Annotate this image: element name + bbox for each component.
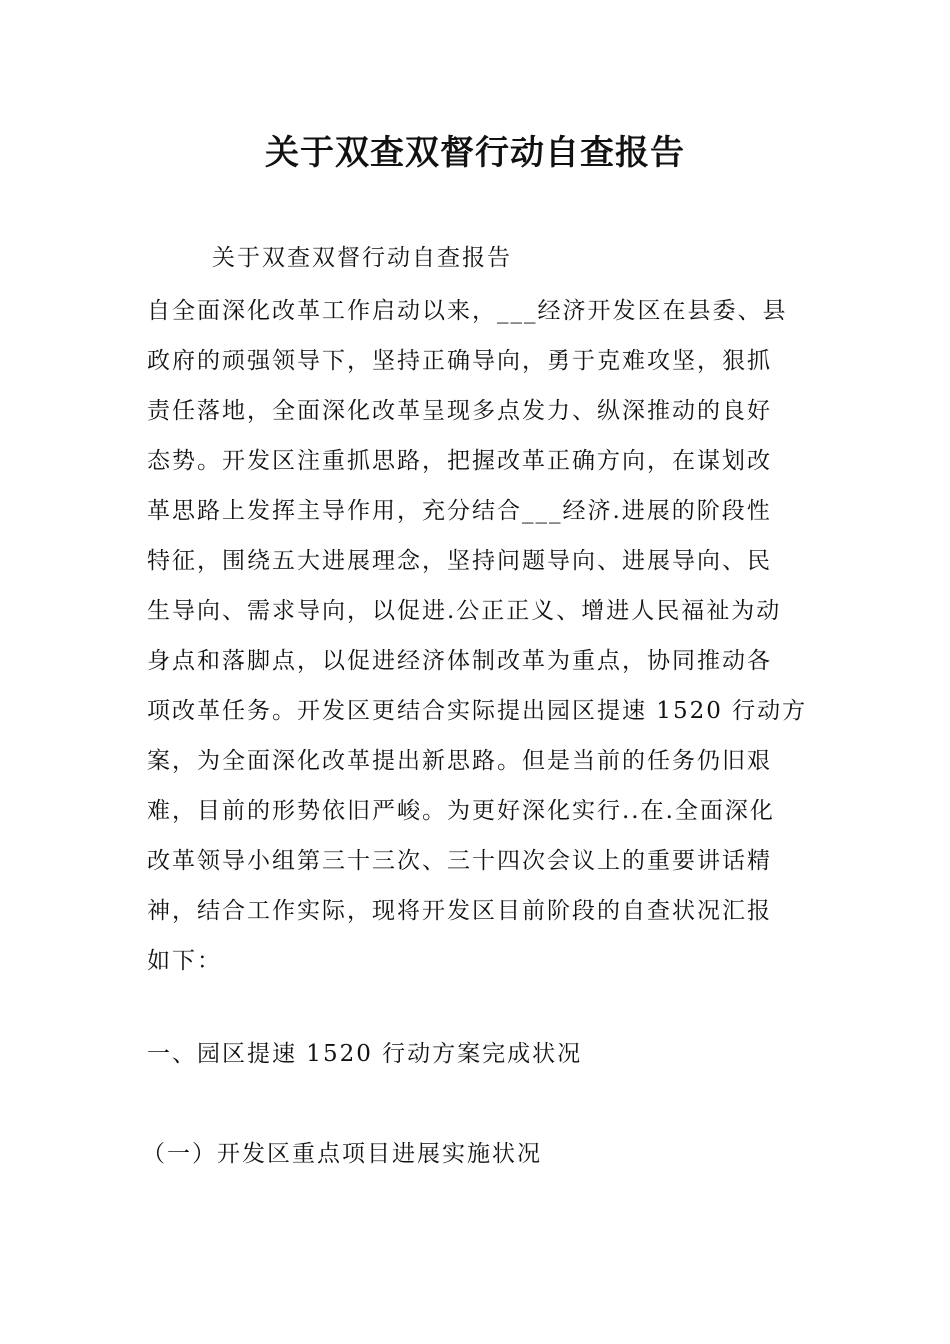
body-line: 生导向、需求导向，以促进.公正正义、增进人民福祉为动 <box>147 598 782 624</box>
document-title: 关于双查双督行动自查报告 <box>265 133 685 173</box>
body-line: 神，结合工作实际，现将开发区目前阶段的自查状况汇报 <box>147 898 772 924</box>
body-line: 改革领导小组第三十三次、三十四次会议上的重要讲话精 <box>147 848 772 874</box>
body-line: 如下： <box>147 948 222 974</box>
body-paragraph <box>147 286 807 986</box>
document-subtitle: 关于双查双督行动自查报告 <box>212 245 512 271</box>
body-line: 难，目前的形势依旧严峻。为更好深化实行..在.全面深化 <box>147 798 775 824</box>
body-line: 自全面深化改革工作启动以来，___经济开发区在县委、县 <box>147 298 788 324</box>
subsection-heading: （一）开发区重点项目进展实施状况 <box>142 1141 542 1167</box>
body-line: 身点和落脚点，以促进经济体制改革为重点，协同推动各 <box>147 648 772 674</box>
body-line: 案，为全面深化改革提出新思路。但是当前的任务仍旧艰 <box>147 748 772 774</box>
body-line: 责任落地，全面深化改革呈现多点发力、纵深推动的良好 <box>147 398 772 424</box>
body-line: 特征，围绕五大进展理念，坚持问题导向、进展导向、民 <box>147 548 772 574</box>
section-heading: 一、园区提速 1520 行动方案完成状况 <box>147 1041 583 1067</box>
body-line: 态势。开发区注重抓思路，把握改革正确方向，在谋划改 <box>147 448 772 474</box>
body-line: 革思路上发挥主导作用，充分结合___经济.进展的阶段性 <box>147 498 772 524</box>
body-line: 政府的顽强领导下，坚持正确导向，勇于克难攻坚，狠抓 <box>147 348 772 374</box>
body-line: 项改革任务。开发区更结合实际提出园区提速 1520 行动方 <box>147 698 808 724</box>
